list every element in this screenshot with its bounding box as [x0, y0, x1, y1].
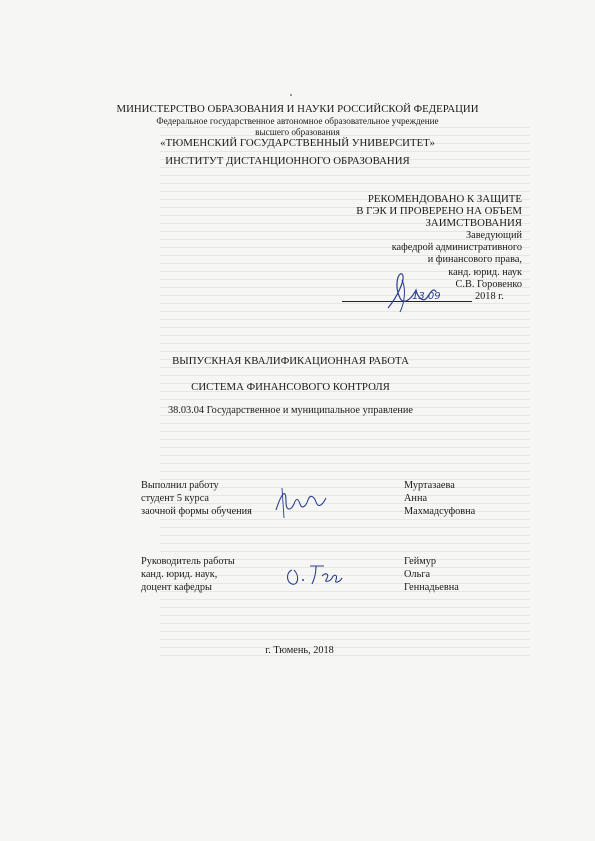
author-label-2: студент 5 курса: [141, 493, 209, 504]
approver-role: Заведующий: [466, 230, 522, 241]
agency-line: Федеральное государственное автономное образовательное учреждение: [156, 116, 439, 126]
supervisor-surname: Геймур: [404, 556, 437, 567]
supervisor-label-1: Руководитель работы: [141, 556, 235, 567]
approver-name: С.В. Горовенко: [455, 279, 522, 290]
approval-line-1: РЕКОМЕНДОВАНО К ЗАЩИТЕ: [367, 193, 522, 205]
author-label-3: заочной формы обучения: [141, 506, 252, 517]
approval-year: 2018 г.: [475, 291, 504, 302]
work-type-heading: ВЫПУСКНАЯ КВАЛИФИКАЦИОННАЯ РАБОТА: [172, 355, 409, 367]
thesis-topic: СИСТЕМА ФИНАНСОВОГО КОНТРОЛЯ: [191, 381, 390, 393]
author-signature: [272, 482, 332, 522]
author-label-1: Выполнил работу: [141, 480, 219, 491]
approver-degree: канд. юрид. наук: [448, 267, 522, 278]
supervisor-first-name: Ольга: [404, 569, 431, 580]
author-surname: Муртазаева: [404, 480, 455, 491]
approver-department-2: и финансового права,: [427, 254, 522, 265]
university-name: «ТЮМЕНСКИЙ ГОСУДАРСТВЕННЫЙ УНИВЕРСИТЕТ»: [160, 137, 435, 149]
supervisor-patronymic: Геннадьевна: [404, 582, 459, 593]
ministry-heading: МИНИСТЕРСТВО ОБРАЗОВАНИЯ И НАУКИ РОССИЙСКОЙ ФЕДЕРАЦИИ: [116, 103, 479, 115]
approval-line-3: ЗАИМСТВОВАНИЯ: [425, 217, 522, 229]
education-level-line: высшего образования: [255, 127, 340, 137]
specialty-line: 38.03.04 Государственное и муниципальное управление: [168, 405, 413, 416]
city-year: г. Тюмень, 2018: [265, 645, 334, 656]
approval-line-2: В ГЭК И ПРОВЕРЕНО НА ОБЪЕМ: [356, 205, 522, 217]
author-patronymic: Махмадсуфовна: [404, 506, 476, 517]
author-first-name: Анна: [404, 493, 428, 504]
supervisor-label-3: доцент кафедры: [141, 582, 212, 593]
institute-name: ИНСТИТУТ ДИСТАНЦИОННОГО ОБРАЗОВАНИЯ: [165, 155, 410, 167]
supervisor-label-2: канд. юрид. наук,: [141, 569, 218, 580]
supervisor-signature: [282, 560, 346, 590]
handwritten-date: 13.09: [412, 291, 441, 302]
approver-department-1: кафедрой административного: [391, 242, 522, 253]
scan-speck: [290, 94, 292, 96]
